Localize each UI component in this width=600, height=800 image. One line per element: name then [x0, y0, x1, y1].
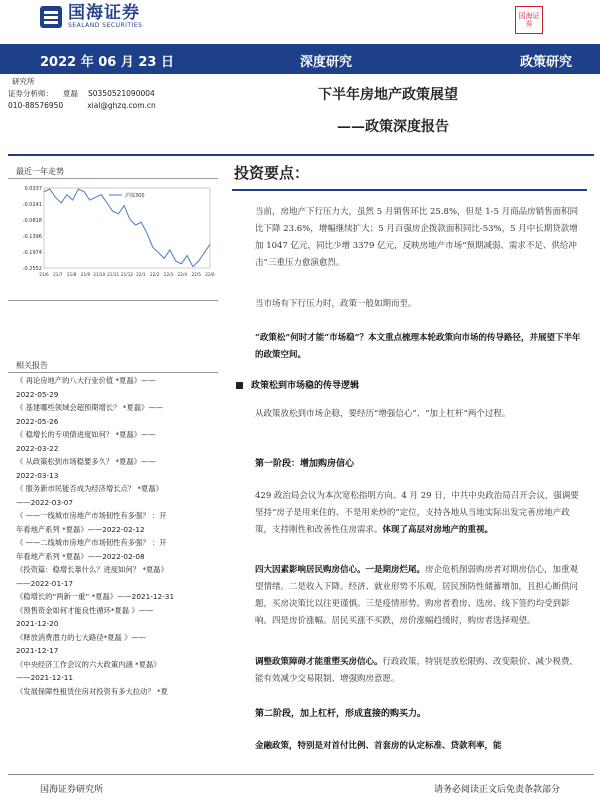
stage1-heading: 第一阶段：增加购房信心 [255, 459, 355, 469]
related-report-line[interactable]: 《中央经济工作会议的六大政策内涵 *夏磊》 [16, 659, 161, 669]
related-report-item[interactable]: 《 ——二线城市房地产市场韧性有多强？ ：开 [16, 538, 167, 547]
related-report-item[interactable]: 《 基建哪些领域会超预期增长？ *夏磊》—— [16, 403, 163, 412]
brand-name-en: SEALAND SECURITIES [68, 22, 143, 29]
x-tick-label: 22/6 [205, 272, 215, 277]
paragraph-policy-timing: 当市场有下行压力时，政策一般如期而至。 [255, 299, 417, 309]
section-heading-transmission [236, 378, 359, 391]
related-reports-list [16, 374, 221, 698]
report-type: 深度研究 [300, 55, 353, 70]
report-date: 2022 年 06 月 23 日 [40, 55, 174, 70]
four-factors-lead: 四大因素影响居民购房信心。一是期房烂尾。 [255, 565, 426, 575]
politburo-emphasis: 体现了高层对房地产的重视。 [382, 525, 494, 535]
policy-adjust-text: 行政政策，特别是放松限购、改变限价、减少税费，能有效减少交易限制、增强购房意愿。 [255, 657, 579, 684]
y-tick-label: 0.0337 [24, 186, 42, 192]
y-tick-label: -0.2552 [22, 266, 42, 272]
key-points-heading: 投资要点： [234, 164, 310, 182]
paragraph-two-processes: 从政策放松到市场企稳，要经历“增强信心”、“加上杠杆”两个过程。 [255, 409, 511, 419]
trend-heading-rule [8, 178, 218, 179]
analyst-email[interactable]: xial@ghzq.com.cn [87, 101, 156, 110]
brand-logo [40, 4, 142, 29]
report-subtitle: ——政策深度报告 [337, 119, 449, 135]
x-tick-label: 21/10 [93, 272, 106, 277]
analyst-name: 夏磊 [63, 89, 78, 98]
policy-adjust-lead: 调整政策障碍才能重塑买房信心。 [255, 657, 383, 667]
institute-label: 研究所 [12, 77, 35, 86]
x-tick-label: 22/1 [136, 272, 146, 277]
series-line-hs300 [44, 189, 210, 267]
chart-frame [44, 188, 210, 268]
related-report-line[interactable]: 2022-05-29 [16, 389, 59, 399]
related-report-line[interactable]: ——2022-03-07 [16, 497, 73, 507]
x-tick-label: 21/12 [120, 272, 134, 277]
trend-heading: 最近一年走势 [16, 167, 64, 176]
paragraph-four-factors [255, 562, 585, 630]
x-tick-label: 22/5 [191, 272, 201, 277]
related-report-item[interactable]: 《稳增长的“两新一重” *夏磊》——2021-12-31 [16, 592, 175, 601]
x-tick-label: 21/8 [66, 272, 77, 277]
trend-chart [14, 182, 220, 282]
related-report-item[interactable]: 《 稳增长的专项债进度如何？ *夏磊》—— [16, 430, 156, 439]
related-report-item[interactable]: 《 从政策松到市场稳要多久？ *夏磊》—— [16, 457, 156, 466]
related-report-item[interactable]: 2021-12-20 [16, 619, 59, 628]
related-report-line[interactable]: ——2022-01-17 [16, 578, 73, 588]
analyst-phone: 010-88576950 [8, 101, 64, 110]
related-heading: 相关报告 [16, 361, 48, 370]
related-report-item[interactable]: 《 ——一线城市房地产市场韧性有多强？ ：开 [16, 511, 167, 520]
related-heading-rule [8, 372, 218, 373]
footer-disclaimer: 请务必阅读正文后免责条款部分 [434, 785, 561, 795]
trend-bottom-rule [8, 300, 218, 301]
analyst-cert: S0350521090004 [88, 89, 155, 98]
x-tick-label: 21/11 [107, 272, 120, 277]
seal-stamp-icon: 国海证券 [515, 6, 543, 34]
x-tick-label: 22/3 [163, 272, 174, 277]
related-report-line[interactable]: 2022-03-22 [16, 443, 59, 453]
brand-name-cn: 国海证券 [68, 3, 140, 23]
paragraph-policy-adjust [255, 654, 585, 688]
paragraph-politburo [255, 488, 585, 539]
y-tick-label: -0.0818 [22, 218, 42, 224]
x-tick-label: 21/6 [39, 272, 49, 277]
x-tick-label: 21/9 [80, 272, 91, 277]
y-tick-label: -0.1974 [22, 250, 42, 256]
related-report-line[interactable]: 年看地产系列 *夏磊》——2022-02-12 [16, 524, 145, 534]
report-header-bar [0, 44, 600, 74]
brand-logo-icon [40, 6, 62, 28]
key-points-header [232, 158, 587, 191]
x-tick-label: 21/7 [53, 272, 63, 277]
related-report-item[interactable]: 《 再论房地产的八大行业价值 *夏磊》—— [16, 376, 156, 385]
report-title: 下半年房地产政策展望 [318, 87, 458, 103]
report-category: 政策研究 [520, 55, 573, 70]
related-report-item[interactable]: ——2021-12-11 [16, 673, 73, 682]
analyst-role: 证券分析师： [8, 89, 53, 98]
related-report-line[interactable]: 年看地产系列 *夏磊》——2022-02-08 [16, 551, 145, 561]
section-heading-text: 政策松到市场稳的传导逻辑 [251, 381, 360, 391]
related-report-item[interactable]: 《投资篇：稳增长靠什么？进度如何？ *夏磊》 [16, 565, 168, 574]
x-tick-label: 22/4 [177, 272, 188, 277]
paragraph-market-pressure: 当前，房地产下行压力大，虽然 5 月销售环比 25.8%，但是 1-5 月商品房销售面积同比下降 23.6%，增幅继续扩大；5 月百强房企拨款面积同比-53%，5 月中长期贷款增加 1047 亿元，同比少增 3379 亿元，反映房地产市场“预期减弱、需求不足、供给冲击”三重压力愈演愈烈。 [255, 207, 579, 268]
related-report-line[interactable]: 《预售资金如何才能良性循环*夏磊 》—— [16, 605, 154, 615]
paragraph-financial-policy: 金融政策，特别是对首付比例、首套房的认定标准、贷款利率，能 [255, 741, 502, 751]
related-report-line[interactable]: 2022-03-13 [16, 470, 59, 480]
section-bullet-icon [236, 382, 243, 389]
y-tick-label: -0.1396 [22, 234, 42, 240]
related-report-line[interactable]: 《释放消费潜力的七大路径*夏磊 》—— [16, 632, 147, 642]
stage2-heading: 第二阶段，加上杠杆，形成直接的购买力。 [255, 709, 427, 719]
politburo-text: 429 政治局会议为本次宽松指明方向。4 月 29 日，中共中央政治局召开会议，强调要坚持“房子是用来住的、不是用来炒的”定位，支持各地从当地实际出发完善房地产政策，支持刚性和改善性住房需求。 [255, 491, 579, 535]
y-tick-label: -0.0241 [22, 202, 42, 208]
related-report-item[interactable]: 2021-12-17 [16, 646, 59, 655]
related-report-item[interactable]: 《 服务新市民能否成为经济增长点？ *夏磊》 [16, 484, 163, 493]
related-report-line[interactable]: 《发展保障性租赁住房对投资有多大拉动？ *夏 [16, 686, 168, 696]
paragraph-core-question: “政策松”何时才能“市场稳”？本文重点梳理本轮政策向市场的传导路径，并展望下半年的政策空间。 [255, 333, 581, 360]
related-report-line[interactable]: 2022-05-26 [16, 416, 59, 426]
header-divider [8, 154, 594, 156]
footer-rule [8, 774, 594, 775]
footer-institute: 国海证券研究所 [40, 785, 104, 795]
x-tick-label: 22/2 [149, 272, 160, 277]
legend-label: 沪深300 [125, 193, 145, 199]
analyst-info [8, 76, 156, 112]
key-points-rule [232, 189, 587, 191]
four-factors-text: 房企危机削弱购房者对期房信心，加重观望情绪。二是收入下降。经济、就业形势不乐观，居民预防性储蓄增加，且担心断供问题，买房决策比以往更谨慎。三是疫情形势。购房者看房、选房、线下签约均受到影响。四是房价涨幅。居民买涨不买跌，房价涨幅趋缓时，购房者选择观望。 [255, 565, 579, 626]
